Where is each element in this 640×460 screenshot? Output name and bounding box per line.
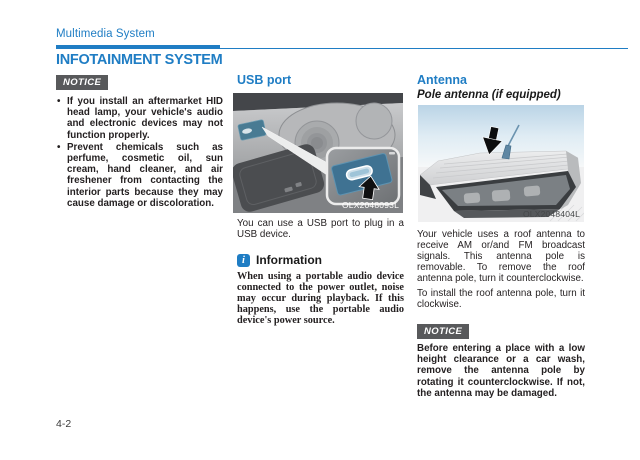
usb-port-heading: USB port <box>237 73 292 87</box>
notice-body-text: Before entering a place with a low height clearance or a car wash, remove the antenna pole by rotating it counterclockwise. If not, the antenna may be damaged. <box>417 343 585 399</box>
image-code: OLX2048404L <box>522 209 580 219</box>
infotainment-system-section <box>56 52 223 210</box>
header-rule-thick <box>56 45 220 49</box>
antenna-paragraph: Your vehicle uses a roof antenna to receive AM or/and FM broadcast signals. This antenna pole is removable. To remove the roof antenna pole, turn it counterclockwise. <box>417 229 585 284</box>
list-item: • Prevent chemicals such as perfume, cosmetic oil, sun cream, hand cleaner, and air freshener from contacting the interior parts because they may cause damage or discoloration. <box>56 142 223 209</box>
information-icon: i <box>237 254 250 267</box>
page-title: INFOTAINMENT SYSTEM <box>56 52 223 68</box>
information-body-text: When using a portable audio device connected to the power outlet, noise may occur during playback. If this happens, use the portable audio device's power source. <box>237 271 404 326</box>
antenna-heading: Antenna <box>417 73 467 87</box>
usb-inset-zoom <box>327 148 399 204</box>
usb-port-section <box>237 73 404 327</box>
antenna-photo <box>418 105 584 222</box>
roof-antenna-illustration <box>418 105 584 222</box>
notice-bullet-list <box>56 96 223 209</box>
notice-badge: NOTICE <box>417 324 469 339</box>
header-rule-thin <box>220 48 628 49</box>
usb-console-illustration <box>233 93 403 213</box>
image-code: OLX2048093L <box>341 200 399 210</box>
antenna-paragraph: To install the roof antenna pole, turn it clockwise. <box>417 288 585 310</box>
usb-port-photo <box>233 93 403 213</box>
list-item: • If you install an aftermarket HID head lamp, your vehicle's audio and electronic devices may not function properly. <box>56 96 223 141</box>
page-number: 4-2 <box>56 418 72 430</box>
information-heading-label: Information <box>256 253 322 267</box>
usb-body-text: You can use a USB port to plug in a USB device. <box>237 218 404 240</box>
antenna-section <box>417 73 585 399</box>
pole-antenna-subheading: Pole antenna (if equipped) <box>417 89 561 101</box>
notice-badge: NOTICE <box>56 75 108 90</box>
information-heading <box>237 253 404 267</box>
header-section-title: Multimedia System <box>56 28 155 40</box>
